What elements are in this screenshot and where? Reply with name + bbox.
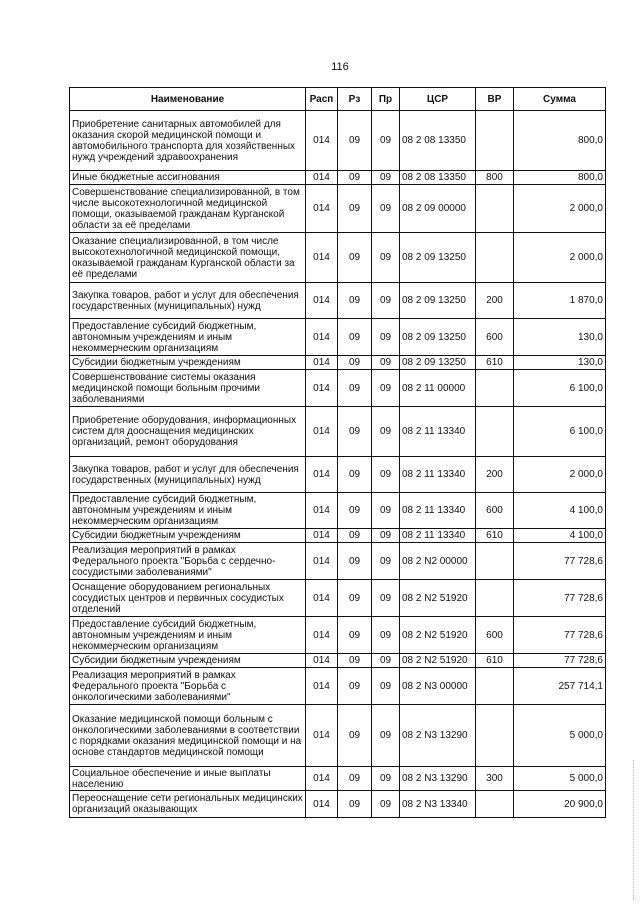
cell-csr: 08 2 11 13340 <box>400 529 476 543</box>
cell-rz: 09 <box>338 185 372 233</box>
cell-pr: 09 <box>372 457 400 493</box>
cell-name: Предоставление субсидий бюджетным, автономным учреждениям и иным некоммерческим организациям <box>70 617 306 654</box>
cell-vr <box>476 791 514 818</box>
table-header-row <box>70 88 606 111</box>
cell-vr <box>476 543 514 580</box>
table-body <box>70 111 606 818</box>
cell-rz: 09 <box>338 668 372 705</box>
cell-name: Приобретение санитарных автомобилей для оказания скорой медицинской помощи и автомобильного транспорта для хозяйственных нужд учреждений здравоохранения <box>70 111 306 171</box>
cell-sum: 77 728,6 <box>514 654 606 668</box>
cell-vr: 600 <box>476 319 514 356</box>
cell-vr <box>476 185 514 233</box>
cell-csr: 08 2 N2 51920 <box>400 617 476 654</box>
cell-sum: 257 714,1 <box>514 668 606 705</box>
cell-sum: 800,0 <box>514 171 606 185</box>
cell-rz: 09 <box>338 705 372 767</box>
cell-vr <box>476 580 514 617</box>
cell-rasp: 014 <box>306 668 338 705</box>
cell-pr: 09 <box>372 791 400 818</box>
cell-pr: 09 <box>372 529 400 543</box>
cell-name: Закупка товаров, работ и услуг для обеспечения государственных (муниципальных) нужд <box>70 457 306 493</box>
cell-rz: 09 <box>338 767 372 791</box>
cell-sum: 1 870,0 <box>514 283 606 319</box>
table-row <box>70 283 606 319</box>
cell-rasp: 014 <box>306 791 338 818</box>
cell-rz: 09 <box>338 457 372 493</box>
cell-csr: 08 2 N2 51920 <box>400 654 476 668</box>
cell-name: Оказание специализированной, в том числе высокотехнологичной медицинской помощи, оказываемой гражданам Курганской области за её пределами <box>70 233 306 283</box>
cell-name: Совершенствование специализированной, в том числе высокотехнологичной медицинской помощи, оказываемой гражданам Курганской области за её пределами <box>70 185 306 233</box>
cell-csr: 08 2 N2 51920 <box>400 580 476 617</box>
table-row <box>70 493 606 529</box>
cell-pr: 09 <box>372 705 400 767</box>
cell-sum: 130,0 <box>514 319 606 356</box>
cell-sum: 2 000,0 <box>514 233 606 283</box>
table-row <box>70 319 606 356</box>
cell-vr: 610 <box>476 356 514 370</box>
cell-rz: 09 <box>338 529 372 543</box>
cell-csr: 08 2 N3 13290 <box>400 705 476 767</box>
cell-rasp: 014 <box>306 370 338 407</box>
cell-vr: 800 <box>476 171 514 185</box>
cell-vr <box>476 668 514 705</box>
cell-vr: 200 <box>476 283 514 319</box>
scan-edge-marks <box>632 760 634 900</box>
cell-rz: 09 <box>338 233 372 283</box>
cell-pr: 09 <box>372 580 400 617</box>
cell-vr <box>476 705 514 767</box>
header-csr: ЦСР <box>400 88 476 111</box>
cell-csr: 08 2 08 13350 <box>400 111 476 171</box>
cell-sum: 2 000,0 <box>514 457 606 493</box>
cell-pr: 09 <box>372 356 400 370</box>
table-row <box>70 580 606 617</box>
cell-rasp: 014 <box>306 319 338 356</box>
cell-name: Переоснащение сети региональных медицинских организаций оказывающих <box>70 791 306 818</box>
cell-rasp: 014 <box>306 767 338 791</box>
cell-sum: 130,0 <box>514 356 606 370</box>
cell-rz: 09 <box>338 356 372 370</box>
cell-pr: 09 <box>372 283 400 319</box>
cell-name: Оснащение оборудованием региональных сосудистых центров и первичных сосудистых отделений <box>70 580 306 617</box>
cell-rz: 09 <box>338 370 372 407</box>
cell-csr: 08 2 11 00000 <box>400 370 476 407</box>
table-row <box>70 356 606 370</box>
cell-pr: 09 <box>372 185 400 233</box>
table-row <box>70 457 606 493</box>
cell-pr: 09 <box>372 319 400 356</box>
cell-name: Субсидии бюджетным учреждениям <box>70 529 306 543</box>
table-row <box>70 233 606 283</box>
cell-name: Закупка товаров, работ и услуг для обеспечения государственных (муниципальных) нужд <box>70 283 306 319</box>
cell-csr: 08 2 11 13340 <box>400 407 476 457</box>
cell-pr: 09 <box>372 493 400 529</box>
cell-sum: 5 000,0 <box>514 767 606 791</box>
cell-rz: 09 <box>338 111 372 171</box>
cell-sum: 5 000,0 <box>514 705 606 767</box>
cell-rasp: 014 <box>306 705 338 767</box>
budget-table <box>69 87 606 818</box>
cell-csr: 08 2 08 13350 <box>400 171 476 185</box>
cell-vr <box>476 233 514 283</box>
cell-rz: 09 <box>338 171 372 185</box>
cell-vr: 600 <box>476 617 514 654</box>
cell-rz: 09 <box>338 791 372 818</box>
cell-sum: 2 000,0 <box>514 185 606 233</box>
cell-rz: 09 <box>338 617 372 654</box>
header-name: Наименование <box>70 88 306 111</box>
cell-sum: 800,0 <box>514 111 606 171</box>
cell-pr: 09 <box>372 370 400 407</box>
cell-csr: 08 2 09 13250 <box>400 233 476 283</box>
table-row <box>70 617 606 654</box>
cell-vr: 600 <box>476 493 514 529</box>
header-sum: Сумма <box>514 88 606 111</box>
table-row <box>70 654 606 668</box>
cell-sum: 77 728,6 <box>514 580 606 617</box>
table-row <box>70 370 606 407</box>
cell-vr: 200 <box>476 457 514 493</box>
cell-pr: 09 <box>372 767 400 791</box>
cell-vr <box>476 407 514 457</box>
cell-sum: 20 900,0 <box>514 791 606 818</box>
cell-csr: 08 2 N3 13290 <box>400 767 476 791</box>
cell-rz: 09 <box>338 654 372 668</box>
cell-csr: 08 2 N2 00000 <box>400 543 476 580</box>
cell-rasp: 014 <box>306 356 338 370</box>
cell-csr: 08 2 N3 00000 <box>400 668 476 705</box>
cell-csr: 08 2 09 13250 <box>400 283 476 319</box>
cell-name: Иные бюджетные ассигнования <box>70 171 306 185</box>
cell-pr: 09 <box>372 111 400 171</box>
cell-csr: 08 2 11 13340 <box>400 493 476 529</box>
cell-sum: 4 100,0 <box>514 493 606 529</box>
cell-csr: 08 2 N3 13340 <box>400 791 476 818</box>
cell-sum: 6 100,0 <box>514 407 606 457</box>
table-row <box>70 529 606 543</box>
cell-rasp: 014 <box>306 654 338 668</box>
cell-pr: 09 <box>372 654 400 668</box>
cell-vr <box>476 111 514 171</box>
cell-rasp: 014 <box>306 543 338 580</box>
cell-pr: 09 <box>372 233 400 283</box>
cell-rz: 09 <box>338 543 372 580</box>
cell-rasp: 014 <box>306 617 338 654</box>
table-row <box>70 171 606 185</box>
table-row <box>70 407 606 457</box>
cell-vr: 300 <box>476 767 514 791</box>
table-row <box>70 767 606 791</box>
cell-rasp: 014 <box>306 529 338 543</box>
page-number: 116 <box>331 61 349 73</box>
cell-name: Оказание медицинской помощи больным с онкологическими заболеваниями в соответствии с порядками оказания медицинской помощи и на основе стандартов медицинской помощи <box>70 705 306 767</box>
cell-rasp: 014 <box>306 111 338 171</box>
cell-pr: 09 <box>372 668 400 705</box>
cell-rasp: 014 <box>306 185 338 233</box>
cell-rz: 09 <box>338 580 372 617</box>
table-row <box>70 668 606 705</box>
cell-csr: 08 2 09 00000 <box>400 185 476 233</box>
cell-rz: 09 <box>338 319 372 356</box>
cell-csr: 08 2 09 13250 <box>400 319 476 356</box>
cell-name: Реализация мероприятий в рамках Федерального проекта "Борьба с онкологическими заболеваниями" <box>70 668 306 705</box>
cell-csr: 08 2 09 13250 <box>400 356 476 370</box>
header-rasp: Расп <box>306 88 338 111</box>
cell-name: Предоставление субсидий бюджетным, автономным учреждениям и иным некоммерческим организациям <box>70 493 306 529</box>
header-rz: Рз <box>338 88 372 111</box>
cell-name: Приобретение оборудования, информационных систем для дооснащения медицинских организаций, ремонт оборудования <box>70 407 306 457</box>
cell-csr: 08 2 11 13340 <box>400 457 476 493</box>
cell-name: Предоставление субсидий бюджетным, автономным учреждениям и иным некоммерческим организациям <box>70 319 306 356</box>
cell-pr: 09 <box>372 407 400 457</box>
cell-rasp: 014 <box>306 233 338 283</box>
header-pr: Пр <box>372 88 400 111</box>
cell-vr <box>476 370 514 407</box>
cell-rasp: 014 <box>306 580 338 617</box>
table-row <box>70 185 606 233</box>
table-row <box>70 791 606 818</box>
cell-sum: 4 100,0 <box>514 529 606 543</box>
cell-rz: 09 <box>338 283 372 319</box>
cell-pr: 09 <box>372 543 400 580</box>
cell-rasp: 014 <box>306 171 338 185</box>
cell-sum: 6 100,0 <box>514 370 606 407</box>
cell-vr: 610 <box>476 529 514 543</box>
cell-pr: 09 <box>372 617 400 654</box>
cell-rasp: 014 <box>306 457 338 493</box>
table-row <box>70 705 606 767</box>
cell-rasp: 014 <box>306 407 338 457</box>
cell-name: Совершенствование системы оказания медицинской помощи больным прочими заболеваниями <box>70 370 306 407</box>
cell-pr: 09 <box>372 171 400 185</box>
cell-rz: 09 <box>338 407 372 457</box>
table-row <box>70 111 606 171</box>
cell-rz: 09 <box>338 493 372 529</box>
cell-sum: 77 728,6 <box>514 543 606 580</box>
cell-rasp: 014 <box>306 283 338 319</box>
cell-name: Субсидии бюджетным учреждениям <box>70 356 306 370</box>
cell-vr: 610 <box>476 654 514 668</box>
header-vr: ВР <box>476 88 514 111</box>
cell-sum: 77 728,6 <box>514 617 606 654</box>
cell-name: Субсидии бюджетным учреждениям <box>70 654 306 668</box>
cell-name: Реализация мероприятий в рамках Федерального проекта "Борьба с сердечно-сосудистыми заболеваниями" <box>70 543 306 580</box>
cell-name: Социальное обеспечение и иные выплаты населению <box>70 767 306 791</box>
table-row <box>70 543 606 580</box>
cell-rasp: 014 <box>306 493 338 529</box>
